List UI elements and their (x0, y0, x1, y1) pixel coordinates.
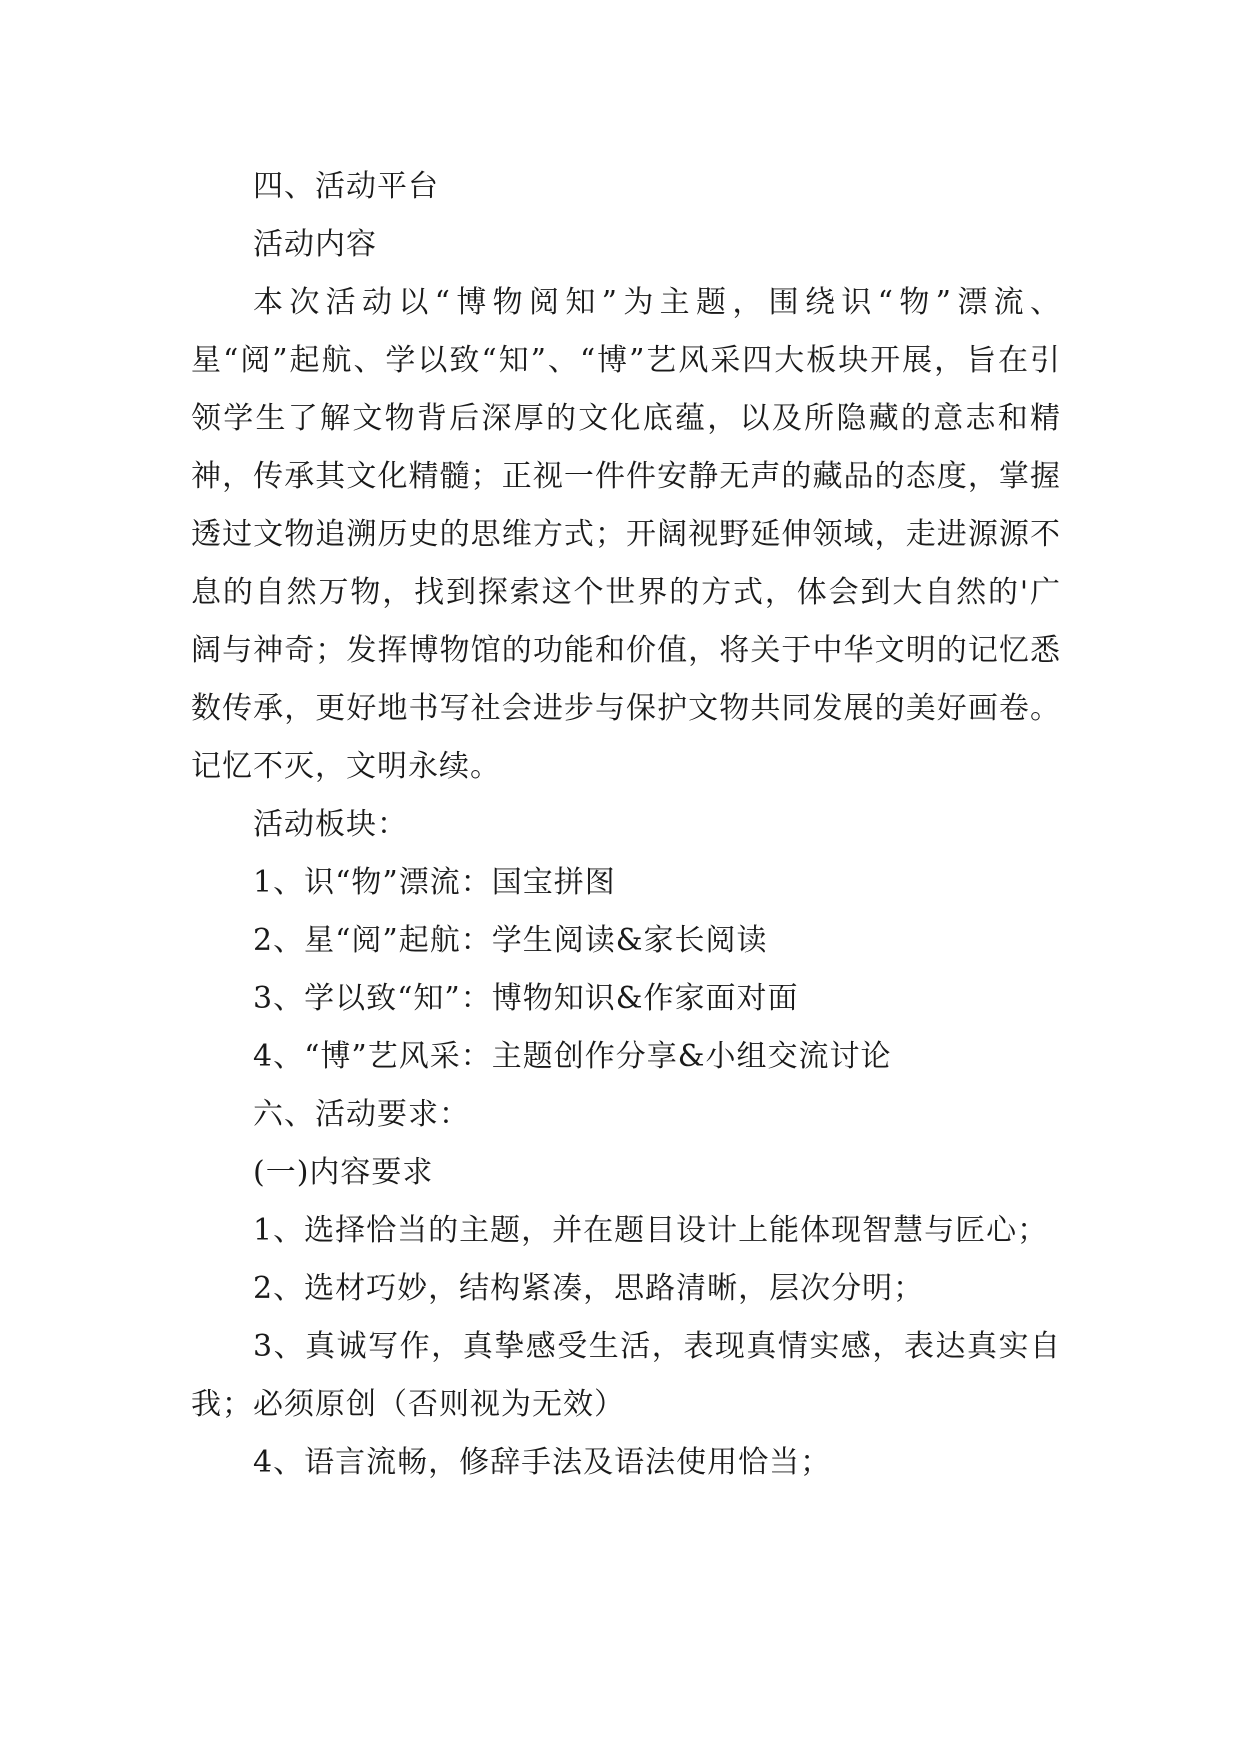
subheading-content-requirements: (一)内容要求 (253, 1155, 434, 1190)
list-item-requirement-1: 1、选择恰当的主题，并在题目设计上能体现智慧与匠心； (253, 1213, 1049, 1248)
list-item-module-2: 2、星“阅”起航：学生阅读&家长阅读 (253, 923, 768, 958)
document-page (191, 158, 1061, 1492)
list-item-requirement-4: 4、语言流畅，修辞手法及语法使用恰当； (253, 1445, 832, 1480)
list-item-requirement-2: 2、选材巧妙，结构紧凑，思路清晰，层次分明； (253, 1271, 925, 1306)
subheading-activity-modules: 活动板块： (253, 807, 408, 842)
section-heading-requirements: 六、活动要求： (253, 1097, 470, 1132)
section-heading-platform: 四、活动平台 (253, 169, 439, 204)
list-item-requirement-3: 3、真诚写作，真挚感受生活，表现真情实感，表达真实自我；必须原创（否则视为无效） (191, 1329, 1061, 1422)
paragraph-activity-description: 本次活动以“博物阅知”为主题，围绕识“物”漂流、星“阅”起航、学以致“知”、“博”艺风采四大板块开展，旨在引领学生了解文物背后深厚的文化底蕴，以及所隐藏的意志和精神，传承其文化精髓；正视一件件安静无声的藏品的态度，掌握透过文物追溯历史的思维方式；开阔视野延伸领域，走进源源不息的自然万物，找到探索这个世界的方式，体会到大自然的'广阔与神奇；发挥博物馆的功能和价值，将关于中华文明的记忆悉数传承，更好地书写社会进步与保护文物共同发展的美好画卷。记忆不灭，文明永续。 (191, 285, 1061, 784)
list-item-module-1: 1、识“物”漂流：国宝拼图 (253, 865, 616, 900)
subheading-activity-content: 活动内容 (253, 227, 377, 262)
list-item-module-4: 4、“博”艺风采：主题创作分享&小组交流讨论 (253, 1039, 892, 1074)
list-item-module-3: 3、学以致“知”：博物知识&作家面对面 (253, 981, 799, 1016)
